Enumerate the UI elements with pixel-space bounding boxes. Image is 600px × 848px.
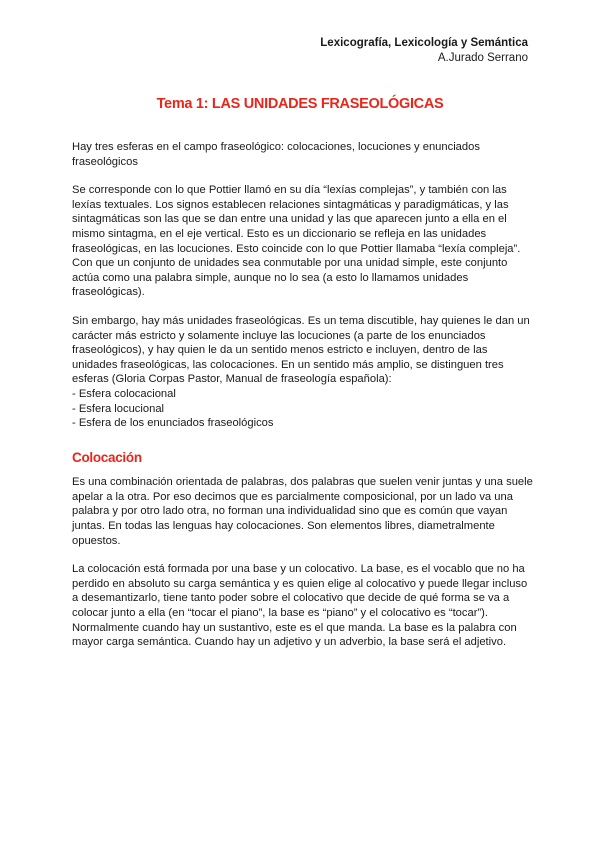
- colocacion-definition: Es una combinación orientada de palabras, dos palabras que suelen venir juntas y una suele apelar a la otra. Por eso decimos que es parcialmente composicional, por un lado va una palabra y por otro lado otra, no forman una individualidad sino que es común que vayan juntas. En todas las lenguas hay colocaciones. Son elementos libres, diametralmente opuestos.: [72, 476, 533, 547]
- esferas-list: [72, 387, 534, 431]
- document-body: [72, 140, 534, 650]
- section-heading: Colocación: [72, 449, 142, 465]
- intro-paragraph: Hay tres esferas en el campo fraseológico: colocaciones, locuciones y enunciados fraseológicos: [72, 141, 480, 168]
- document-title: Tema 1: LAS UNIDADES FRASEOLÓGICAS: [156, 96, 444, 112]
- course-title: Lexicografía, Lexicología y Semántica: [320, 37, 528, 49]
- list-item: - Esfera colocacional: [72, 387, 176, 400]
- colocacion-base-paragraph: La colocación está formada por una base y un colocativo. La base, es el vocablo que no ha perdido en absoluto su carga semántica y es quien elige al colocativo y puede llegar incluso a desemantizarlo, tiene tanto poder sobre el colocativo que decide de qué forma se va a colocar junto a ella (en “tocar el piano”, la base es “piano” y el colocativo es “tocar”). Normalmente cuando hay un sustantivo, este es el que manda. La base es la palabra con mayor carga semántica. Cuando hay un adjetivo y un adverbio, la base será el adjetivo.: [72, 563, 528, 649]
- list-item: - Esfera de los enunciados fraseológicos: [72, 417, 274, 430]
- page-header: [320, 36, 528, 66]
- author-name: A.Jurado Serrano: [437, 52, 528, 64]
- esferas-paragraph: Sin embargo, hay más unidades fraseológicas. Es un tema discutible, hay quienes le dan un carácter más estricto y solamente incluye las locuciones (a parte de los enunciados fraseológicos), y hay quien le da un sentido menos estricto e incluyen, dentro de las unidades fraseológicas, las colocaciones. En un sentido más amplio, se distinguen tres esferas (Gloria Corpas Pastor, Manual de fraseología española):: [72, 314, 530, 386]
- pottier-paragraph: Se corresponde con lo que Pottier llamó en su día “lexías complejas”, y también con las lexías textuales. Los signos establecen relaciones sintagmáticas y paradigmáticas, y las sintagmáticas son las que se dan entre una unidad y las que aparecen junto a ella en el mismo sintagma, en el eje vertical. Esto es un diccionario se refleja en las unidades fraseológicas, en las locuciones. Esto coincide con lo que Pottier llamaba “lexía compleja”. Con que un conjunto de unidades sea conmutable por una unidad simple, este conjunto actúa como una palabra simple, aunque no lo sea (a esto lo llamamos unidades fraseológicas).: [72, 184, 521, 299]
- list-item: - Esfera locucional: [72, 402, 165, 415]
